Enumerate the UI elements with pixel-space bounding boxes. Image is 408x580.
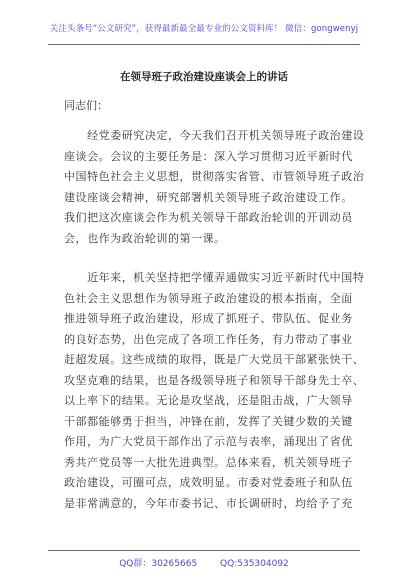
paragraph-line: 近年来，机关坚持把学懂弄通做实习近平新时代中国特: [64, 271, 365, 284]
contact-footer: [0, 556, 408, 569]
paragraph-line: 作用，为广大党员干部作出了示范与表率，涌现出了省优: [64, 435, 353, 448]
promo-header: 关注头条号“公文研究”，获得最新最全最专业的公文资料库！ 微信：gongwenyj: [49, 24, 359, 34]
paragraph-2: [64, 268, 365, 514]
paragraph-line: 的良好态势，出色完成了各项工作任务，有力带动了事业: [64, 332, 353, 346]
header-divider: [48, 44, 360, 45]
paragraph-line: 以上率下的结果。无论是攻坚战，还是阻击战，广大领导: [64, 394, 353, 407]
paragraph-line: 经党委研究决定，今天我们召开机关领导班子政治建设: [64, 129, 365, 142]
paragraph-1: [64, 126, 365, 249]
paragraph-line: 赶超发展。这些成绩的取得，既是广大党员干部紧张快干、: [64, 353, 365, 366]
paragraph-line: 政治建设，可圈可点，成效明显。市委对党委班子和队伍: [64, 476, 353, 489]
qq-group-text: QQ群：30265665: [119, 559, 198, 569]
paragraph-line: 我们把这次座谈会作为机关领导干部政治轮训的开训动员: [64, 211, 353, 224]
salutation: 同志们：: [64, 99, 108, 112]
paragraph-line: 建设座谈会精神，研究部署机关领导班子政治建设工作。: [64, 190, 353, 204]
paragraph-line: 攻坚克难的结果，也是各级领导班子和领导干部身先士卒、: [64, 373, 365, 387]
paragraph-line: 会，也作为政治轮训的第一课。: [64, 231, 226, 245]
paragraph-line: 中国特色社会主义思想，贯彻落实省管、市管领导班子政治: [64, 170, 365, 183]
paragraph-line: 秀共产党员等一大批先进典型。总体来看，机关领导班子: [64, 455, 353, 469]
paragraph-line: 座谈会。会议的主要任务是：深入学习贯彻习近平新时代: [64, 149, 353, 163]
paragraph-line: 推进领导班子政治建设，形成了抓班子、带队伍、促业务: [64, 312, 353, 325]
paragraph-line: 色社会主义思想作为领导班子政治建设的根本指南，全面: [64, 291, 353, 305]
paragraph-line: 干部都能够勇于担当，冲锋在前，发挥了关键少数的关键: [64, 414, 353, 428]
footer-divider: [48, 550, 360, 551]
qq-contact-text: QQ:535304092: [220, 559, 289, 569]
document-title: 在领导班子政治建设座谈会上的讲话: [120, 71, 288, 83]
paragraph-line: 是非常满意的，今年市委书记、市长调研时，均给予了充: [64, 496, 353, 510]
